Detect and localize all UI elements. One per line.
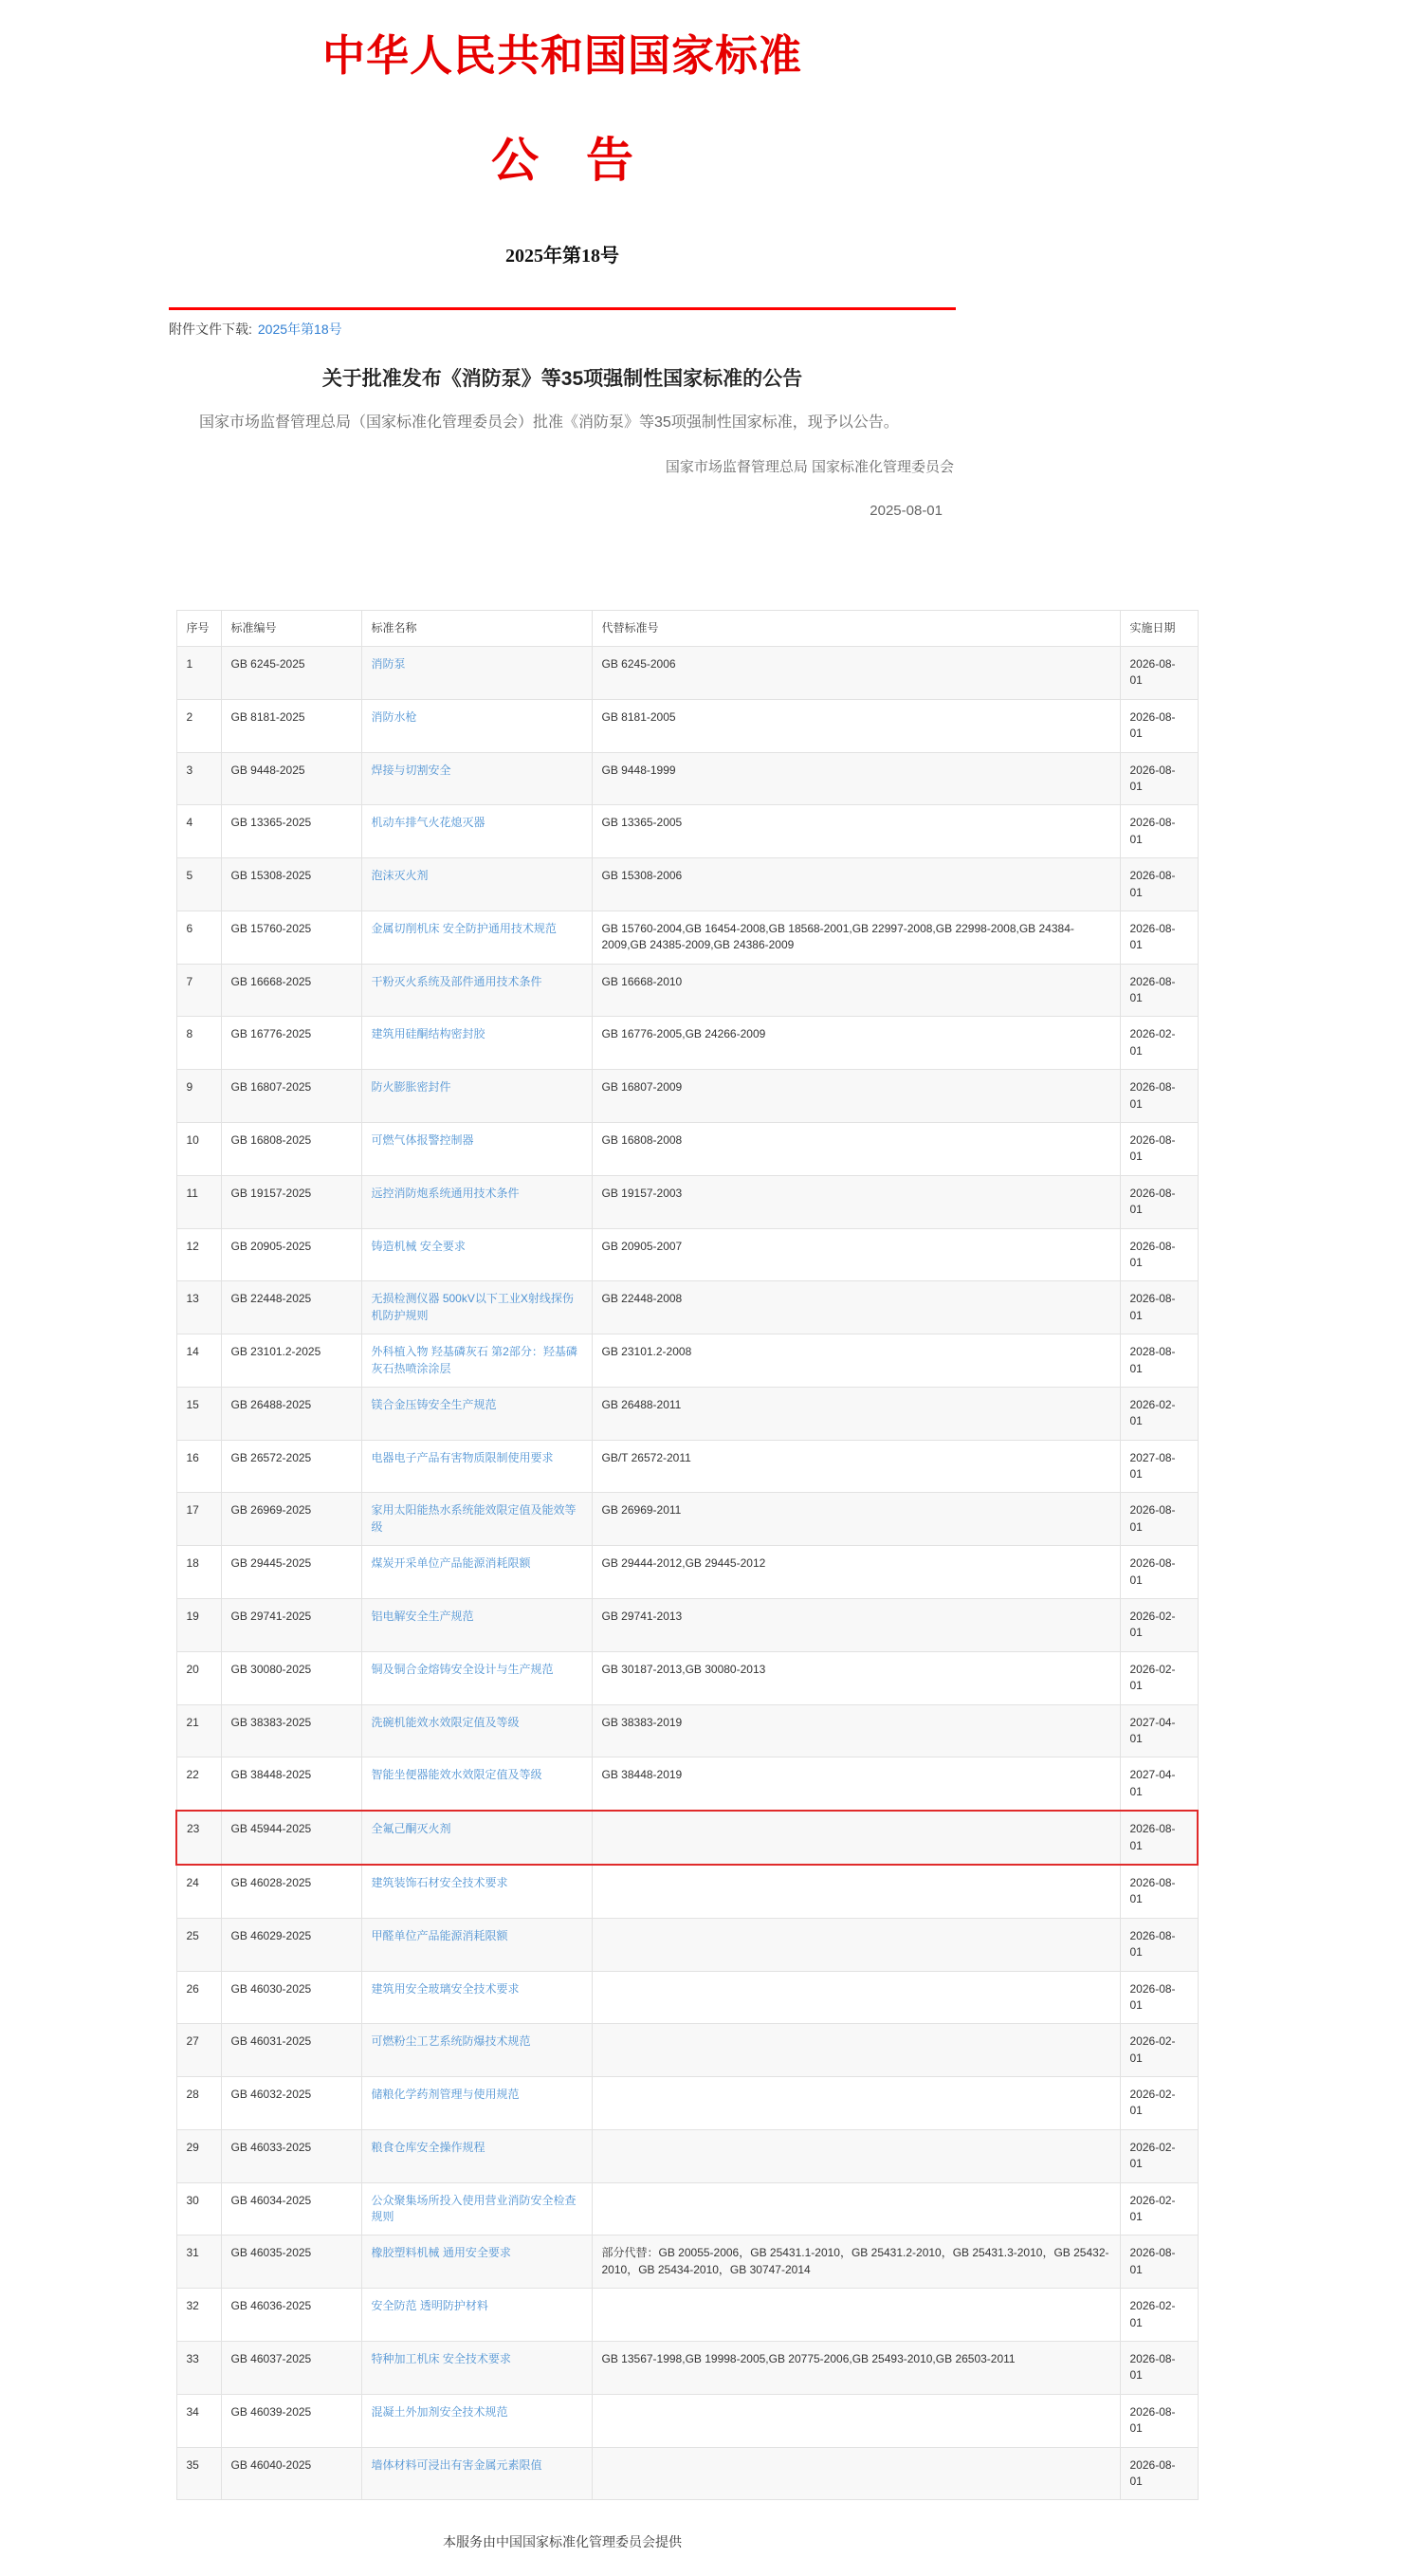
code-cell: GB 19157-2025 (221, 1175, 361, 1228)
sign-date: 2025-08-01 (870, 502, 943, 519)
date-cell: 2026-02-01 (1120, 2024, 1198, 2077)
name-cell (361, 752, 592, 805)
table-row (176, 1546, 1198, 1599)
code-cell: GB 46030-2025 (221, 1971, 361, 2024)
code-cell: GB 38383-2025 (221, 1704, 361, 1757)
replaced-cell: GB 6245-2006 (592, 646, 1120, 699)
standard-name-link[interactable]: 消防泵 (371, 656, 406, 671)
table-row (176, 2447, 1198, 2500)
standard-name-link[interactable]: 混凝土外加剂安全技术规范 (371, 2404, 508, 2419)
name-cell (361, 1918, 592, 1971)
replaced-cell (592, 2129, 1120, 2182)
replaced-cell: GB/T 26572-2011 (592, 1440, 1120, 1493)
table-row (176, 2394, 1198, 2447)
standard-name-link[interactable]: 干粉灭火系统及部件通用技术条件 (371, 974, 542, 988)
code-cell: GB 26488-2025 (221, 1387, 361, 1440)
seq-cell: 33 (176, 2341, 221, 2394)
name-cell (361, 1387, 592, 1440)
replaced-cell (592, 1865, 1120, 1918)
seq-cell: 19 (176, 1599, 221, 1652)
code-cell: GB 46031-2025 (221, 2024, 361, 2077)
replaced-cell: GB 19157-2003 (592, 1175, 1120, 1228)
replaced-cell (592, 1811, 1120, 1865)
name-cell (361, 1175, 592, 1228)
seq-cell: 13 (176, 1281, 221, 1334)
seq-cell: 20 (176, 1651, 221, 1704)
replaced-cell (592, 2077, 1120, 2130)
standard-name-link[interactable]: 金属切削机床 安全防护通用技术规范 (371, 921, 557, 935)
table-row (176, 1334, 1198, 1388)
date-cell: 2026-08-01 (1120, 2236, 1198, 2289)
code-cell: GB 9448-2025 (221, 752, 361, 805)
name-cell (361, 2024, 592, 2077)
replaced-cell: GB 16808-2008 (592, 1123, 1120, 1176)
date-cell: 2026-08-01 (1120, 752, 1198, 805)
code-cell: GB 45944-2025 (221, 1811, 361, 1865)
name-cell (361, 911, 592, 964)
seq-cell: 34 (176, 2394, 221, 2447)
code-cell: GB 22448-2025 (221, 1281, 361, 1334)
standard-name-link[interactable]: 家用太阳能热水系统能效限定值及能效等级 (371, 1503, 577, 1534)
replaced-cell (592, 2289, 1120, 2342)
date-cell: 2026-08-01 (1120, 964, 1198, 1017)
name-cell (361, 2394, 592, 2447)
date-cell: 2026-08-01 (1120, 1546, 1198, 1599)
seq-cell: 9 (176, 1070, 221, 1123)
header-replaced: 代替标准号 (592, 610, 1120, 646)
date-cell: 2026-08-01 (1120, 2394, 1198, 2447)
date-cell: 2026-02-01 (1120, 2182, 1198, 2236)
standard-name-link[interactable]: 储粮化学药剂管理与使用规范 (371, 2088, 520, 2102)
standard-name-link[interactable]: 甲醛单位产品能源消耗限额 (371, 1928, 508, 1942)
table-row (176, 1123, 1198, 1176)
name-cell (361, 2077, 592, 2130)
signature: 国家市场监督管理总局 国家标准化管理委员会 (665, 458, 954, 475)
standard-name-link[interactable]: 远控消防炮系统通用技术条件 (371, 1186, 520, 1200)
table-row (176, 1865, 1198, 1918)
standard-name-link[interactable]: 泡沫灭火剂 (371, 869, 429, 883)
table-row (176, 1070, 1198, 1123)
code-cell: GB 15760-2025 (221, 911, 361, 964)
replaced-cell (592, 2182, 1120, 2236)
replaced-cell: GB 16776-2005,GB 24266-2009 (592, 1017, 1120, 1070)
name-cell (361, 1440, 592, 1493)
date-cell: 2027-08-01 (1120, 1440, 1198, 1493)
replaced-cell: GB 38383-2019 (592, 1704, 1120, 1757)
table-row (176, 1281, 1198, 1334)
name-cell (361, 1971, 592, 2024)
date-cell: 2026-08-01 (1120, 1918, 1198, 1971)
name-cell (361, 1811, 592, 1865)
code-cell: GB 30080-2025 (221, 1651, 361, 1704)
name-cell (361, 1017, 592, 1070)
code-cell: GB 16776-2025 (221, 1017, 361, 1070)
replaced-cell: GB 26969-2011 (592, 1493, 1120, 1546)
replaced-cell: GB 13567-1998,GB 19998-2005,GB 20775-2006,GB 25493-2010,GB 26503-2011 (592, 2341, 1120, 2394)
name-cell (361, 2129, 592, 2182)
table-row (176, 1599, 1198, 1652)
standard-name-link[interactable]: 建筑装饰石材安全技术要求 (371, 1875, 508, 1889)
table-row (176, 2289, 1198, 2342)
date-cell: 2026-02-01 (1120, 2077, 1198, 2130)
seq-cell: 18 (176, 1546, 221, 1599)
standard-name-link[interactable]: 镁合金压铸安全生产规范 (371, 1397, 497, 1411)
standard-name-link[interactable]: 铸造机械 安全要求 (371, 1239, 466, 1253)
standards-table (175, 610, 1199, 2501)
replaced-cell (592, 1971, 1120, 2024)
seq-cell: 31 (176, 2236, 221, 2289)
seq-cell: 1 (176, 646, 221, 699)
table-row (176, 1175, 1198, 1228)
code-cell: GB 13365-2025 (221, 805, 361, 858)
table-row (176, 858, 1198, 911)
name-cell (361, 1070, 592, 1123)
code-cell: GB 46037-2025 (221, 2341, 361, 2394)
name-cell (361, 1546, 592, 1599)
code-cell: GB 16807-2025 (221, 1070, 361, 1123)
table-row (176, 1704, 1198, 1757)
seq-cell: 12 (176, 1228, 221, 1281)
replaced-cell: 部分代替：GB 20055-2006，GB 25431.1-2010，GB 25431.2-2010，GB 25431.3-2010，GB 25432-2010，GB 25434-2010，GB 30747-2014 (592, 2236, 1120, 2289)
code-cell: GB 46039-2025 (221, 2394, 361, 2447)
standard-name-link[interactable]: 无损检测仪器 500kV以下工业X射线探伤机防护规则 (371, 1292, 574, 1322)
replaced-cell: GB 22448-2008 (592, 1281, 1120, 1334)
standard-name-link[interactable]: 可燃粉尘工艺系统防爆技术规范 (371, 2034, 531, 2049)
replaced-cell: GB 29444-2012,GB 29445-2012 (592, 1546, 1120, 1599)
code-cell: GB 15308-2025 (221, 858, 361, 911)
seq-cell: 10 (176, 1123, 221, 1176)
seq-cell: 30 (176, 2182, 221, 2236)
name-cell (361, 1599, 592, 1652)
date-cell: 2026-08-01 (1120, 1281, 1198, 1334)
standard-name-link[interactable]: 建筑用硅酮结构密封胶 (371, 1027, 485, 1041)
seq-cell: 28 (176, 2077, 221, 2130)
date-cell: 2026-08-01 (1120, 699, 1198, 752)
replaced-cell (592, 2394, 1120, 2447)
date-cell: 2026-08-01 (1120, 1070, 1198, 1123)
table-row (176, 805, 1198, 858)
seq-cell: 23 (176, 1811, 221, 1865)
table-row (176, 2024, 1198, 2077)
standard-name-link[interactable]: 建筑用安全玻璃安全技术要求 (371, 1981, 520, 1996)
name-cell (361, 2447, 592, 2500)
seq-cell: 16 (176, 1440, 221, 1493)
seq-cell: 2 (176, 699, 221, 752)
replaced-cell: GB 16668-2010 (592, 964, 1120, 1017)
table-row (176, 1493, 1198, 1546)
date-cell: 2026-08-01 (1120, 2447, 1198, 2500)
header-seq: 序号 (176, 610, 221, 646)
table-row (176, 2182, 1198, 2236)
replaced-cell: GB 15760-2004,GB 16454-2008,GB 18568-2001,GB 22997-2008,GB 22998-2008,GB 24384-2009,GB 24385-2009,GB 24386-2009 (592, 911, 1120, 964)
name-cell (361, 1704, 592, 1757)
name-cell (361, 1123, 592, 1176)
date-cell: 2026-08-01 (1120, 1811, 1198, 1865)
red-divider (169, 307, 956, 310)
table-row (176, 646, 1198, 699)
code-cell: GB 16668-2025 (221, 964, 361, 1017)
date-cell: 2026-02-01 (1120, 1387, 1198, 1440)
code-cell: GB 26572-2025 (221, 1440, 361, 1493)
table-row (176, 1811, 1198, 1865)
table-row (176, 2077, 1198, 2130)
date-cell: 2026-08-01 (1120, 2341, 1198, 2394)
standard-name-link[interactable]: 消防水枪 (371, 709, 417, 724)
seq-cell: 8 (176, 1017, 221, 1070)
code-cell: GB 23101.2-2025 (221, 1334, 361, 1388)
standard-name-link[interactable]: 全氟己酮灭火剂 (371, 1822, 451, 1836)
replaced-cell (592, 1918, 1120, 1971)
standard-name-link[interactable]: 墙体材料可浸出有害金属元素限值 (371, 2457, 542, 2472)
name-cell (361, 1865, 592, 1918)
date-cell: 2026-08-01 (1120, 1493, 1198, 1546)
table-header-row (176, 610, 1198, 646)
code-cell: GB 46032-2025 (221, 2077, 361, 2130)
table-row (176, 964, 1198, 1017)
seq-cell: 22 (176, 1757, 221, 1811)
replaced-cell: GB 30187-2013,GB 30080-2013 (592, 1651, 1120, 1704)
table-row (176, 2236, 1198, 2289)
code-cell: GB 26969-2025 (221, 1493, 361, 1546)
date-cell: 2026-08-01 (1120, 805, 1198, 858)
standard-name-link[interactable]: 铝电解安全生产规范 (371, 1610, 474, 1624)
standard-name-link[interactable]: 电器电子产品有害物质限制使用要求 (371, 1450, 554, 1464)
seq-cell: 7 (176, 964, 221, 1017)
standard-name-link[interactable]: 防火膨胀密封件 (371, 1080, 451, 1095)
standard-name-link[interactable]: 可燃气体报警控制器 (371, 1133, 474, 1148)
standard-name-link[interactable]: 铜及铜合金熔铸安全设计与生产规范 (371, 1662, 554, 1676)
table-row (176, 752, 1198, 805)
code-cell: GB 8181-2025 (221, 699, 361, 752)
standard-name-link[interactable]: 安全防范 透明防护材料 (371, 2299, 488, 2313)
attachment-line (169, 320, 956, 339)
replaced-cell (592, 2447, 1120, 2500)
name-cell (361, 1228, 592, 1281)
name-cell (361, 1493, 592, 1546)
standard-name-link[interactable]: 智能坐便器能效水效限定值及等级 (371, 1768, 542, 1782)
seq-cell: 32 (176, 2289, 221, 2342)
date-cell: 2026-08-01 (1120, 1971, 1198, 2024)
replaced-cell: GB 15308-2006 (592, 858, 1120, 911)
name-cell (361, 699, 592, 752)
code-cell: GB 6245-2025 (221, 646, 361, 699)
table-row (176, 1918, 1198, 1971)
seq-cell: 35 (176, 2447, 221, 2500)
seq-cell: 5 (176, 858, 221, 911)
seq-cell: 3 (176, 752, 221, 805)
date-cell: 2026-02-01 (1120, 2289, 1198, 2342)
table-row (176, 1757, 1198, 1811)
date-cell: 2026-02-01 (1120, 2129, 1198, 2182)
name-cell (361, 1281, 592, 1334)
standard-name-link[interactable]: 洗碗机能效水效限定值及等级 (371, 1715, 520, 1729)
standard-name-link[interactable]: 橡胶塑料机械 通用安全要求 (371, 2246, 511, 2260)
seq-cell: 21 (176, 1704, 221, 1757)
seq-cell: 27 (176, 2024, 221, 2077)
code-cell: GB 20905-2025 (221, 1228, 361, 1281)
date-cell: 2026-08-01 (1120, 1865, 1198, 1918)
table-row (176, 1971, 1198, 2024)
name-cell (361, 805, 592, 858)
seq-cell: 4 (176, 805, 221, 858)
seq-cell: 11 (176, 1175, 221, 1228)
date-cell: 2026-08-01 (1120, 911, 1198, 964)
replaced-cell: GB 8181-2005 (592, 699, 1120, 752)
seq-cell: 26 (176, 1971, 221, 2024)
table-row (176, 2341, 1198, 2394)
code-cell: GB 29741-2025 (221, 1599, 361, 1652)
seq-cell: 24 (176, 1865, 221, 1918)
table-row (176, 2129, 1198, 2182)
standard-name-link[interactable]: 粮食仓库安全操作规程 (371, 2140, 485, 2154)
replaced-cell: GB 23101.2-2008 (592, 1334, 1120, 1388)
code-cell: GB 46035-2025 (221, 2236, 361, 2289)
code-cell: GB 29445-2025 (221, 1546, 361, 1599)
code-cell: GB 46029-2025 (221, 1918, 361, 1971)
attachment-link[interactable]: 2025年第18号 (257, 322, 342, 337)
code-cell: GB 46036-2025 (221, 2289, 361, 2342)
replaced-cell: GB 38448-2019 (592, 1757, 1120, 1811)
date-cell: 2026-02-01 (1120, 1651, 1198, 1704)
date-cell: 2028-08-01 (1120, 1334, 1198, 1388)
name-cell (361, 2341, 592, 2394)
table-row (176, 1651, 1198, 1704)
replaced-cell: GB 9448-1999 (592, 752, 1120, 805)
seq-cell: 15 (176, 1387, 221, 1440)
table-row (176, 1228, 1198, 1281)
body-paragraph: 国家市场监督管理总局（国家标准化管理委员会）批准《消防泵》等35项强制性国家标准，现予以公告。 (199, 414, 899, 431)
seq-cell: 29 (176, 2129, 221, 2182)
date-cell: 2027-04-01 (1120, 1704, 1198, 1757)
seq-cell: 17 (176, 1493, 221, 1546)
date-cell: 2026-08-01 (1120, 1123, 1198, 1176)
replaced-cell: GB 26488-2011 (592, 1387, 1120, 1440)
code-cell: GB 16808-2025 (221, 1123, 361, 1176)
table-row (176, 1387, 1198, 1440)
doc-title: 关于批准发布《消防泵》等35项强制性国家标准的公告 (321, 368, 803, 390)
header-code: 标准编号 (221, 610, 361, 646)
standard-name-link[interactable]: 机动车排气火花熄灭器 (371, 816, 485, 830)
date-cell: 2026-02-01 (1120, 1017, 1198, 1070)
footer-note: 本服务由中国国家标准化管理委员会提供 (443, 2534, 682, 2550)
name-cell (361, 1757, 592, 1811)
name-cell (361, 2236, 592, 2289)
date-cell: 2027-04-01 (1120, 1757, 1198, 1811)
name-cell (361, 964, 592, 1017)
date-cell: 2026-08-01 (1120, 646, 1198, 699)
replaced-cell: GB 29741-2013 (592, 1599, 1120, 1652)
date-cell: 2026-02-01 (1120, 1599, 1198, 1652)
name-cell (361, 2182, 592, 2236)
standard-name-link[interactable]: 外科植入物 羟基磷灰石 第2部分：羟基磷灰石热喷涂涂层 (371, 1345, 577, 1375)
standard-name-link[interactable]: 公众聚集场所投入使用营业消防安全检查规则 (371, 2193, 577, 2224)
header-date: 实施日期 (1120, 610, 1198, 646)
replaced-cell (592, 2024, 1120, 2077)
code-cell: GB 46034-2025 (221, 2182, 361, 2236)
date-cell: 2026-08-01 (1120, 1228, 1198, 1281)
name-cell (361, 1651, 592, 1704)
replaced-cell: GB 16807-2009 (592, 1070, 1120, 1123)
date-cell: 2026-08-01 (1120, 1175, 1198, 1228)
code-cell: GB 38448-2025 (221, 1757, 361, 1811)
seq-cell: 14 (176, 1334, 221, 1388)
date-cell: 2026-08-01 (1120, 858, 1198, 911)
replaced-cell: GB 20905-2007 (592, 1228, 1120, 1281)
code-cell: GB 46028-2025 (221, 1865, 361, 1918)
name-cell (361, 2289, 592, 2342)
replaced-cell: GB 13365-2005 (592, 805, 1120, 858)
seq-cell: 25 (176, 1918, 221, 1971)
seq-cell: 6 (176, 911, 221, 964)
table-row (176, 1440, 1198, 1493)
name-cell (361, 1334, 592, 1388)
table-row (176, 1017, 1198, 1070)
sub-title: 公 告 (491, 134, 633, 187)
table-row (176, 699, 1198, 752)
name-cell (361, 858, 592, 911)
table-row (176, 911, 1198, 964)
standard-name-link[interactable]: 煤炭开采单位产品能源消耗限额 (371, 1556, 531, 1571)
code-cell: GB 46033-2025 (221, 2129, 361, 2182)
standard-name-link[interactable]: 焊接与切割安全 (371, 763, 451, 777)
attachment-label: 附件文件下载: (169, 322, 252, 337)
issue-number: 2025年第18号 (505, 246, 619, 267)
code-cell: GB 46040-2025 (221, 2447, 361, 2500)
standard-name-link[interactable]: 特种加工机床 安全技术要求 (371, 2351, 511, 2365)
name-cell (361, 646, 592, 699)
main-title: 中华人民共和国国家标准 (321, 32, 802, 80)
header-name: 标准名称 (361, 610, 592, 646)
